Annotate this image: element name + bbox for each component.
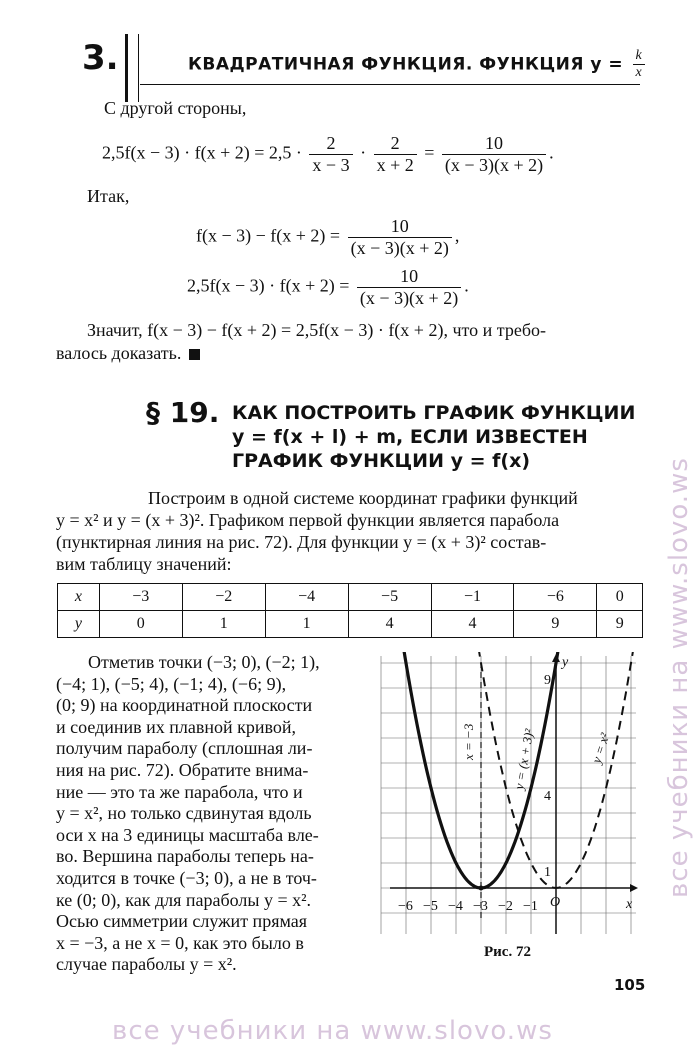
eq3-end: . [464, 275, 469, 296]
eq1-f3-den: (x − 3)(x + 2) [444, 155, 544, 175]
conclusion-line-2 [56, 343, 200, 364]
bottom-watermark: все учебники на www.slovo.ws [112, 1016, 553, 1046]
body-line: (−4; 1), (−5; 4), (−1; 4), (−6; 9), [56, 673, 287, 694]
header-fraction [633, 48, 646, 81]
proof-line-1: С другой стороны, [104, 98, 247, 118]
intro-line-2: y = x² и y = (x + 3)². Графиком первой функции является парабола [56, 510, 560, 530]
table-cell: y [58, 611, 100, 638]
intro-line-1: Построим в одной системе координат графики функций [148, 488, 578, 508]
y-tick-label: 4 [544, 789, 551, 804]
header-rule [140, 84, 640, 85]
eq1-equals: = [424, 142, 435, 163]
section-title-line-2: y = f(x + l) + m, ЕСЛИ ИЗВЕСТЕН [232, 426, 588, 448]
section-number: § 19. [146, 396, 220, 429]
end-of-proof-mark [189, 349, 200, 360]
eq2-frac [348, 216, 452, 259]
conclusion-text-2: валось доказать. [56, 343, 182, 363]
eq1-frac-2 [374, 133, 417, 176]
eq1-frac-1 [309, 133, 352, 176]
values-table [57, 583, 643, 638]
shifted-parabola-label: y = (x + 3)² [511, 727, 537, 791]
base-parabola-label: y = x² [588, 731, 613, 765]
intro-line-3: (пунктирная линия на рис. 72). Для функции y = (x + 3)² состав- [56, 532, 547, 552]
header-frac-num: k [633, 48, 646, 65]
table-cell: −6 [514, 584, 597, 611]
body-line: ке (0; 0), как для параболы y = x². [56, 889, 312, 910]
body-line: (0; 9) на координатной плоскости [56, 695, 313, 716]
side-watermark: все учебники на www.slovo.ws [664, 457, 694, 898]
table-cell: −3 [99, 584, 182, 611]
body-line: случае параболы y = x². [56, 954, 237, 975]
x-tick-label: −3 [473, 899, 488, 914]
page-number: 105 [614, 976, 646, 994]
eq3-den: (x − 3)(x + 2) [359, 288, 459, 308]
table-cell: 9 [514, 611, 597, 638]
body-line: ния на рис. 72). Обратите внима- [56, 759, 309, 780]
intro-line-4: вим таблицу значений: [56, 554, 232, 574]
body-text [56, 652, 368, 976]
equation-2 [196, 216, 459, 259]
conclusion-line-1: Значит, f(x − 3) − f(x + 2) = 2,5f(x − 3) · f(x + 2), что и требо- [87, 320, 546, 340]
table-cell: 4 [431, 611, 514, 638]
eq2-end: , [454, 225, 460, 246]
y-tick-label: 1 [544, 865, 551, 880]
body-line: ние — это та же парабола, что и [56, 781, 303, 802]
figure-caption: Рис. 72 [484, 944, 531, 960]
section-title-line-1: КАК ПОСТРОИТЬ ГРАФИК ФУНКЦИИ [232, 402, 636, 424]
x-axis-arrow [630, 884, 638, 892]
eq3-frac [357, 266, 461, 309]
eq2-num: 10 [348, 216, 452, 238]
table-cell: x [58, 584, 100, 611]
eq3-num: 10 [357, 266, 461, 288]
eq1-f2-num: 2 [374, 133, 417, 155]
symmetry-line-label: x = −3 [461, 723, 476, 760]
table-cell: 9 [597, 611, 643, 638]
x-tick-label: −1 [523, 899, 538, 914]
x-tick-label: −5 [423, 899, 438, 914]
table-cell: 4 [348, 611, 431, 638]
eq2-left: f(x − 3) − f(x + 2) = [196, 225, 341, 246]
table-cell: −5 [348, 584, 431, 611]
body-line: и соединив их плавной кривой, [56, 716, 297, 737]
y-tick-label: 9 [544, 673, 551, 688]
body-line: x = −3, а не x = 0, как это было в [56, 932, 304, 953]
chapter-number: 3. [82, 38, 119, 78]
running-header [188, 48, 648, 81]
table-cell: 0 [99, 611, 182, 638]
eq1-dot: · [360, 142, 367, 163]
body-line: ходится в точке (−3; 0), а не в точ- [56, 867, 317, 888]
eq2-den: (x − 3)(x + 2) [350, 238, 449, 258]
body-line: y = x², но только сдвинутая вдоль [56, 803, 312, 824]
x-axis-label: x [626, 897, 633, 912]
equation-1 [102, 133, 554, 176]
table-cell: 1 [265, 611, 348, 638]
table-row-y [58, 611, 643, 638]
eq1-f3-num: 10 [442, 133, 546, 155]
equation-3 [187, 266, 469, 309]
y-axis-label: y [562, 655, 569, 670]
x-tick-label: −2 [498, 899, 513, 914]
vertex-point [479, 886, 484, 891]
eq1-f2-den: x + 2 [376, 155, 414, 175]
table-cell: −2 [182, 584, 265, 611]
body-line: во. Вершина параболы теперь на- [56, 846, 314, 867]
body-line: оси x на 3 единицы масштаба вле- [56, 824, 319, 845]
x-tick-label: −4 [448, 899, 463, 914]
body-line: Осью симметрии служит прямая [56, 911, 308, 932]
eq1-end: . [549, 142, 554, 163]
eq1-f1-num: 2 [309, 133, 352, 155]
table-row-x [58, 584, 643, 611]
header-bars [125, 34, 139, 102]
running-header-text: КВАДРАТИЧНАЯ ФУНКЦИЯ. ФУНКЦИЯ y = [188, 54, 624, 75]
header-frac-den: x [635, 65, 643, 80]
table-cell: −4 [265, 584, 348, 611]
body-line: получим параболу (сплошная ли- [56, 738, 313, 759]
section-title-line-3: ГРАФИК ФУНКЦИИ y = f(x) [232, 450, 531, 472]
table-cell: 0 [597, 584, 643, 611]
x-tick-label: −6 [398, 899, 413, 914]
table-cell: 1 [182, 611, 265, 638]
table-cell: −1 [431, 584, 514, 611]
figure-72 [380, 652, 642, 942]
body-line: Отметив точки (−3; 0), (−2; 1), [88, 652, 320, 672]
itak-label: Итак, [87, 186, 130, 206]
eq1-left: 2,5f(x − 3) · f(x + 2) = 2,5 · [102, 142, 302, 163]
eq1-frac-3 [442, 133, 546, 176]
origin-label: O [550, 895, 561, 910]
eq1-f1-den: x − 3 [312, 155, 350, 175]
eq3-left: 2,5f(x − 3) · f(x + 2) = [187, 275, 350, 296]
